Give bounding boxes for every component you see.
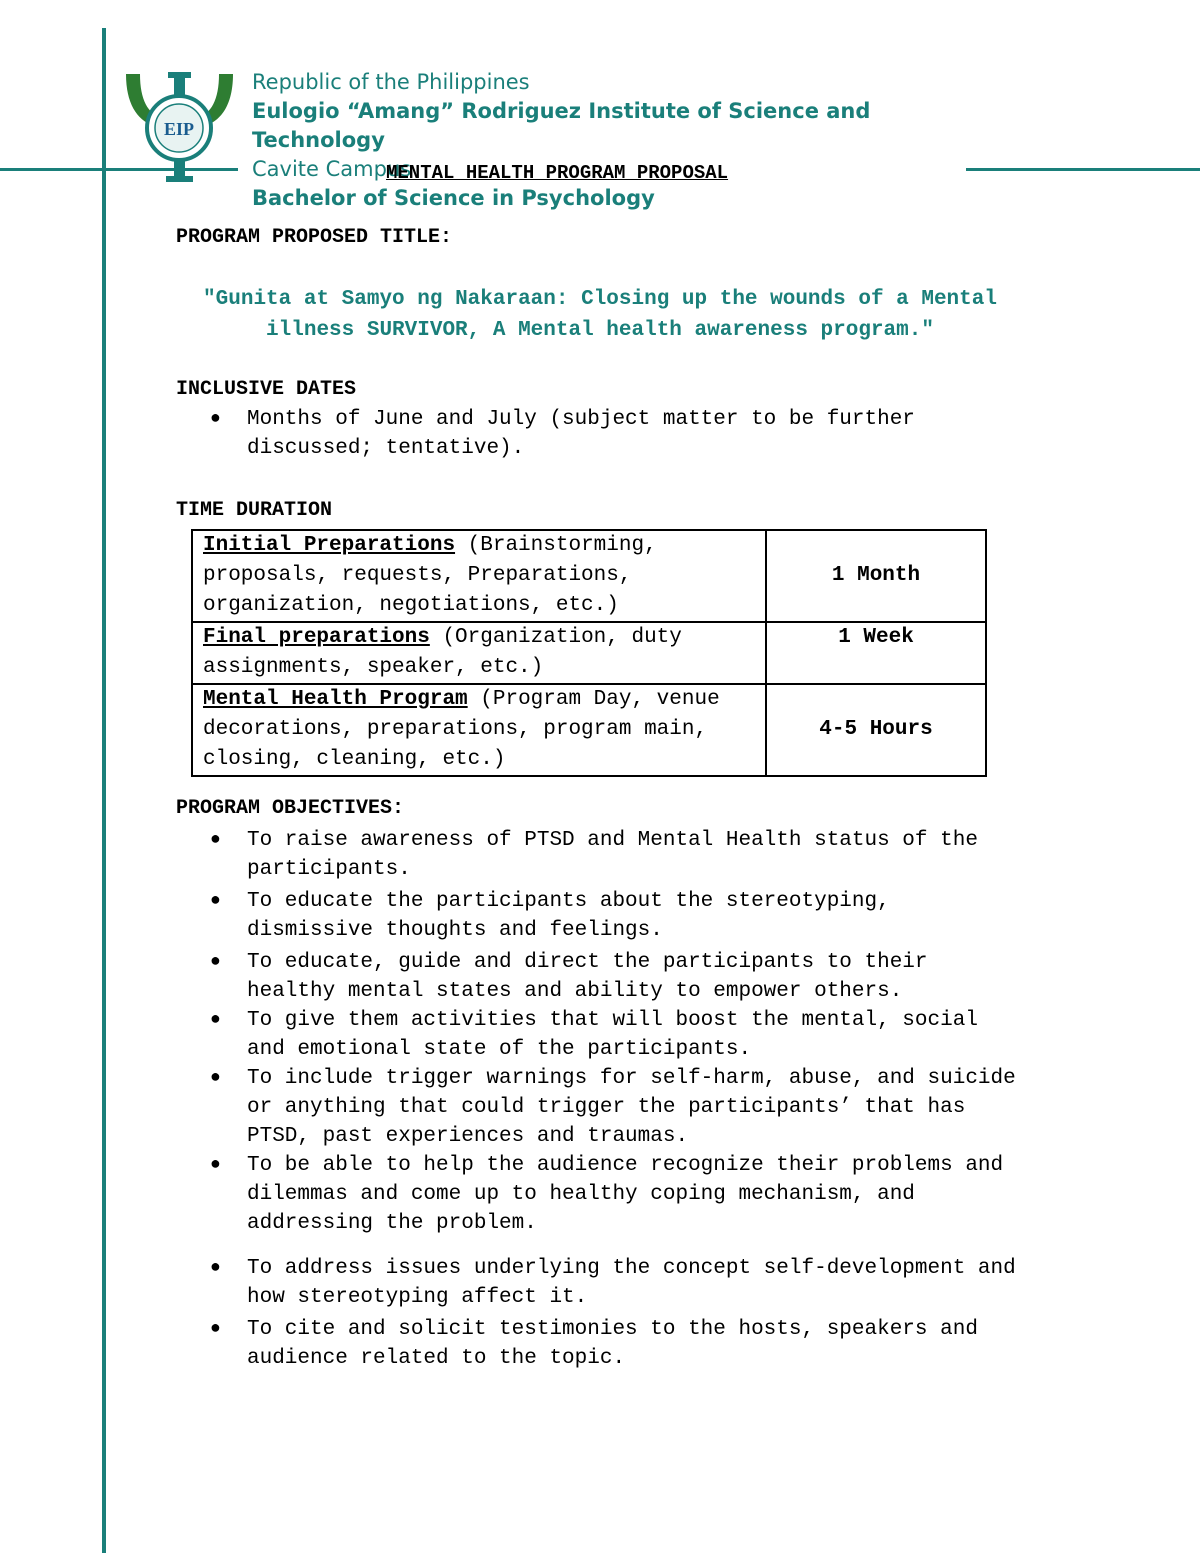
list-item <box>210 948 1025 1006</box>
list-item <box>210 405 1010 463</box>
bullet-icon: ● <box>210 830 221 850</box>
list-item-text: To include trigger warnings for self-harm, abuse, and suicide or anything that could trigger the participants’ that has PTSD, past experiences and traumas. <box>247 1067 1016 1148</box>
activity-details: (Program Day, venue decorations, preparations, program main, closing, cleaning, etc.) <box>203 688 720 771</box>
duration-cell: 1 Week <box>766 622 986 684</box>
bullet-icon: ● <box>210 891 221 911</box>
list-item <box>210 1315 1025 1373</box>
program-objectives-label: PROGRAM OBJECTIVES: <box>176 797 405 820</box>
table-row <box>192 684 986 776</box>
header-rule-right <box>966 168 1200 171</box>
list-item-text: To be able to help the audience recognize their problems and dilemmas and come up to healthy coping mechanism, and addressing the problem. <box>247 1154 1004 1235</box>
bullet-icon: ● <box>210 1155 221 1175</box>
list-item-text: To educate the participants about the stereotyping, dismissive thoughts and feelings. <box>247 890 890 942</box>
bullet-icon: ● <box>210 952 221 972</box>
list-item <box>210 887 1025 945</box>
activity-cell <box>192 684 766 776</box>
activity-details: (Organization, duty assignments, speaker, etc.) <box>203 626 682 679</box>
activity-name: Final preparations <box>203 626 430 649</box>
duration-cell: 4-5 Hours <box>766 684 986 776</box>
bullet-icon: ● <box>210 1258 221 1278</box>
activity-name: Mental Health Program <box>203 688 468 711</box>
list-item-text: To give them activities that will boost the mental, social and emotional state of the participants. <box>247 1009 978 1061</box>
objectives-list <box>210 826 1025 1373</box>
document-title: MENTAL HEALTH PROGRAM PROPOSAL <box>386 162 729 184</box>
list-item <box>210 1254 1025 1312</box>
left-border-line <box>102 28 106 1553</box>
list-item <box>210 1151 1025 1238</box>
institute-logo <box>122 70 237 185</box>
table-row <box>192 530 986 622</box>
letterhead-institute: Eulogio “Amang” Rodriguez Institute of Science and Technology <box>252 99 871 152</box>
inclusive-dates-label: INCLUSIVE DATES <box>176 378 357 401</box>
letterhead-republic: Republic of the Philippines <box>252 70 530 94</box>
list-item <box>210 826 1025 884</box>
letterhead-campus: Cavite Campus <box>252 157 412 181</box>
table-row <box>192 622 986 684</box>
inclusive-dates-list <box>210 405 1010 463</box>
activity-cell <box>192 530 766 622</box>
program-title-label: PROGRAM PROPOSED TITLE: <box>176 226 453 249</box>
list-item-text: To address issues underlying the concept self-development and how stereotyping affect it. <box>247 1257 1016 1309</box>
activity-cell <box>192 622 766 684</box>
duration-cell: 1 Month <box>766 530 986 622</box>
time-duration-table <box>191 529 987 777</box>
time-duration-label: TIME DURATION <box>176 499 333 522</box>
list-item-text: To raise awareness of PTSD and Mental Health status of the participants. <box>247 829 978 881</box>
bullet-icon: ● <box>210 1319 221 1339</box>
activity-name: Initial Preparations <box>203 534 456 557</box>
program-title: "Gunita at Samyo ng Nakaraan: Closing up the wounds of a Mental illness SURVIVOR, A Mental health awareness program." <box>203 288 997 342</box>
activity-details: (Brainstorming, proposals, requests, Preparations, organization, negotiations, etc.) <box>203 534 657 617</box>
list-item <box>210 1006 1025 1064</box>
logo-monogram: EIP <box>163 119 195 139</box>
list-item <box>210 1064 1025 1151</box>
list-item-text: To educate, guide and direct the participants to their healthy mental states and ability to empower others. <box>247 951 928 1003</box>
list-item-text: To cite and solicit testimonies to the hosts, speakers and audience related to the topic. <box>247 1318 978 1370</box>
letterhead-program: Bachelor of Science in Psychology <box>252 186 655 210</box>
bullet-icon: ● <box>210 1010 221 1030</box>
bullet-icon: ● <box>210 409 221 429</box>
bullet-icon: ● <box>210 1068 221 1088</box>
list-item-text: Months of June and July (subject matter to be further discussed; tentative). <box>247 408 915 460</box>
